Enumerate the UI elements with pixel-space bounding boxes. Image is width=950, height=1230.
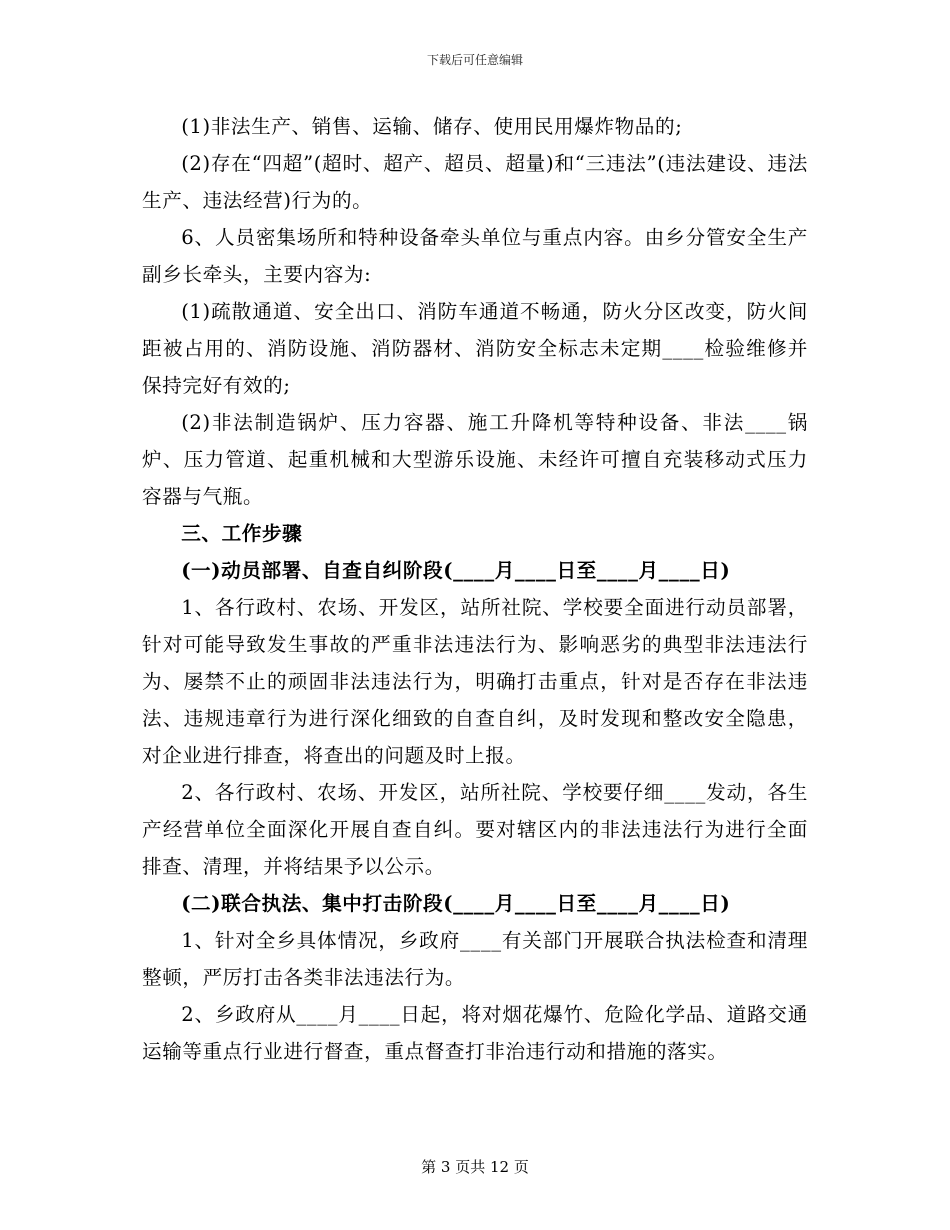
paragraph-3: 6、人员密集场所和特种设备牵头单位与重点内容。由乡分管安全生产副乡长牵头，主要内容为:: [142, 226, 808, 286]
paragraph-2: (2)存在“四超”(超时、超产、超员、超量)和“三违法”(违法建设、违法生产、违法经营)行为的。: [142, 152, 808, 212]
page-header-note: 下载后可任意编辑: [426, 53, 523, 67]
paragraph-11: 1、针对全乡具体情况，乡政府____有关部门开展联合执法检查和清理整顿，严厉打击各类非法违法行为。: [142, 929, 808, 989]
paragraph-8: 1、各行政村、农场、开发区，站所社院、学校要全面进行动员部署，针对可能导致发生事故的严重非法违法行为、影响恶劣的典型非法违法行为、屡禁不止的顽固非法违法行为，明确打击重点，针对是否存在非法违法、违规违章行为进行深化细致的自查自纠，及时发现和整改安全隐患，对企业进行排查，将查出的问题及时上报。: [142, 596, 808, 767]
section-heading-work-steps: 三、工作步骤: [181, 522, 303, 545]
paragraph-4: (1)疏散通道、安全出口、消防车通道不畅通，防火分区改变，防火间距被占用的、消防设施、消防器材、消防安全标志未定期____检验维修并保持完好有效的;: [142, 300, 808, 397]
paragraph-1: (1)非法生产、销售、运输、储存、使用民用爆炸物品的;: [181, 115, 683, 138]
paragraph-5: (2)非法制造锅炉、压力容器、施工升降机等特种设备、非法____锅炉、压力管道、起重机械和大型游乐设施、未经许可擅自充装移动式压力容器与气瓶。: [142, 411, 808, 508]
subsection-heading-joint-enforcement: (二)联合执法、集中打击阶段(____月____日至____月____日): [181, 892, 731, 915]
paragraph-12: 2、乡政府从____月____日起，将对烟花爆竹、危险化学品、道路交通运输等重点行业进行督查，重点督查打非治违行动和措施的落实。: [142, 1003, 808, 1063]
page-number-footer: 第 3 页共 12 页: [421, 1158, 529, 1176]
subsection-heading-mobilization: (一)动员部署、自查自纠阶段(____月____日至____月____日): [181, 559, 731, 582]
paragraph-9: 2、各行政村、农场、开发区，站所社院、学校要仔细____发动，各生产经营单位全面深化开展自查自纠。要对辖区内的非法违法行为进行全面排查、清理，并将结果予以公示。: [142, 781, 808, 878]
document-body: [142, 108, 808, 1070]
